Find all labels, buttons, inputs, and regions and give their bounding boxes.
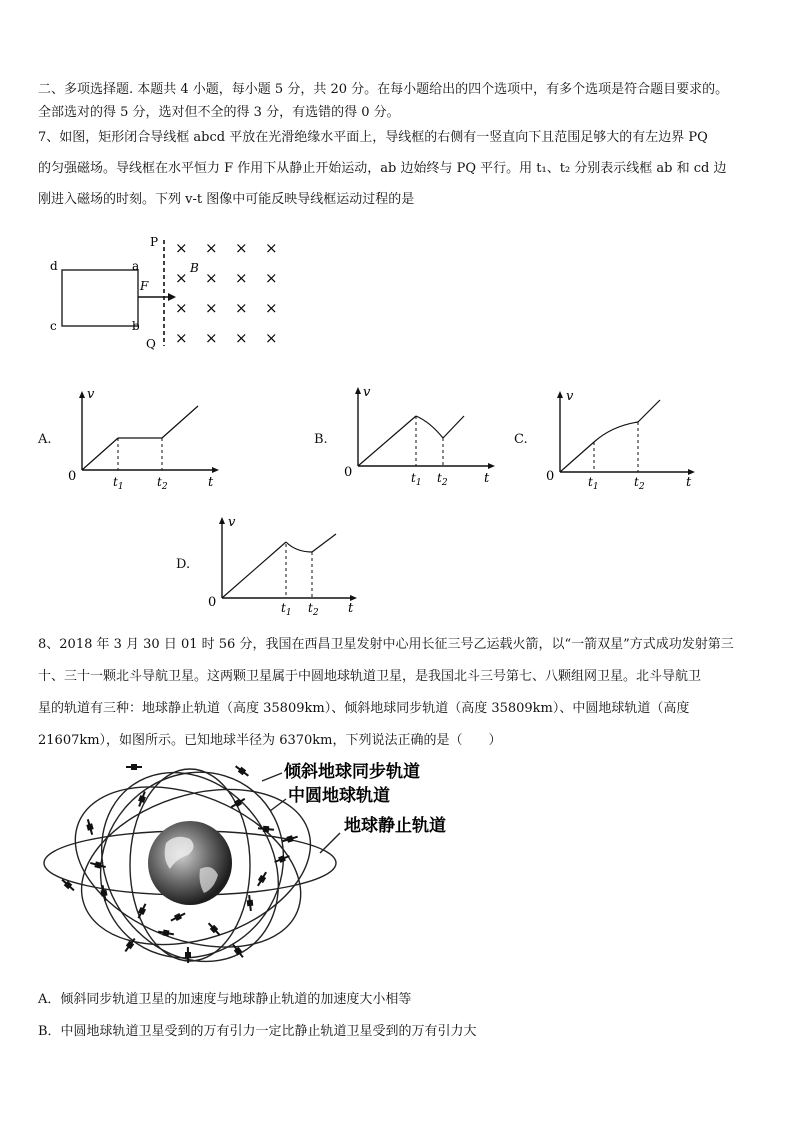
curve-segment [312,534,336,552]
corner-label-d: d [50,259,58,273]
magnetic-field-marks [175,239,278,347]
option-b-graph [338,382,508,492]
origin-label: 0 [344,465,353,480]
v-axis-arrow [79,391,85,398]
t2-tick-label: $t_2$ [634,475,645,492]
t-axis-label: t [686,475,692,490]
inclined-orbit-label: 倾斜地球同步轨道 [284,762,420,782]
label-pointer [262,773,282,781]
q7-text-line3: 刚进入磁场的时刻。下列 v-t 图像中可能反映导线框运动过程的是 [38,192,415,207]
field-cross-mark: × [175,329,188,347]
curve-segment [358,416,416,466]
v-axis-arrow [219,517,225,524]
label-pointer [270,799,286,811]
curve-segment [443,416,464,438]
field-cross-mark: × [175,269,188,287]
option-a-graph [62,382,232,492]
t-axis-arrow [212,467,219,473]
field-cross-mark: × [205,239,218,257]
q7-field-diagram-svg [40,230,300,360]
satellite-icon [170,911,187,924]
field-cross-mark: × [265,299,278,317]
t-axis-label: t [348,601,354,616]
orbit-figure-svg [38,755,468,970]
field-cross-mark: × [205,269,218,287]
v-axis-arrow [557,391,563,398]
option-c-graph-svg [534,384,704,494]
field-cross-mark: × [265,239,278,257]
force-label-F: F [140,279,149,293]
v-axis-label: v [228,515,236,530]
v-axis-label: v [87,387,95,402]
curve-segment [286,542,312,552]
field-cross-mark: × [235,329,248,347]
field-cross-mark: × [265,329,278,347]
option-c-graph [534,384,704,494]
t1-tick-label: $t_1$ [281,601,292,618]
earth-globe [148,821,232,905]
medium-orbit-label: 中圆地球轨道 [288,786,390,806]
q8-text-line4: 21607km），如图所示。已知地球半径为 6370km，下列说法正确的是（ ） [38,733,502,748]
curve-segment [638,400,660,422]
t1-tick-label: $t_1$ [411,471,422,488]
curve-segment [222,542,286,598]
option-a-graph-svg [62,382,232,492]
geostationary-orbit-label: 地球静止轨道 [344,816,446,836]
q8-text-line2: 十、三十一颗北斗导航卫星。这两颗卫星属于中圆地球轨道卫星，是我国北斗三号第七、八颗组网卫星。北斗导航卫 [38,669,702,684]
v-axis-label: v [363,385,371,400]
option-d-graph [202,510,372,620]
field-cross-mark: × [205,329,218,347]
q8-text-line1: 8、2018 年 3 月 30 日 01 时 56 分，我国在西昌卫星发射中心用长征三号乙运载火箭，以“一箭双星”方式成功发射第三 [38,637,734,652]
field-cross-mark: × [235,269,248,287]
satellite-icon [255,871,268,888]
label-pointer [320,833,340,853]
option-b-graph-svg [338,382,508,492]
t1-tick-label: $t_1$ [113,475,124,492]
wire-frame-abcd [62,270,138,326]
satellite-icon [60,877,76,892]
option-c-label: C. [514,432,528,447]
t2-tick-label: $t_2$ [308,601,319,618]
option-a-label: A. [38,432,52,447]
origin-label: 0 [68,469,77,484]
t2-tick-label: $t_2$ [157,475,168,492]
boundary-label-P: P [150,235,159,249]
corner-label-c: c [50,319,57,333]
curve-segment [82,438,118,470]
t1-tick-label: $t_1$ [588,475,599,492]
boundary-label-Q: Q [146,337,156,351]
satellite-icon [85,818,95,835]
curve-segment [162,406,198,438]
field-cross-mark: × [265,269,278,287]
q7-field-diagram [40,230,300,360]
origin-label: 0 [208,595,217,610]
corner-label-b: b [132,319,140,333]
section-heading-line1: 二、多项选择题. 本题共 4 小题，每小题 5 分，共 20 分。在每小题给出的四个选项中，有多个选项是符合题目要求的。 [38,82,729,97]
curve-segment [594,422,638,442]
t-axis-label: t [208,475,214,490]
corner-label-a: a [132,259,140,273]
satellite-icon [206,921,221,937]
field-cross-mark: × [205,299,218,317]
curve-segment [416,416,443,438]
option-b-label: B. [314,432,328,447]
orbit-figure [38,755,468,970]
section-heading-line2: 全部选对的得 5 分，选对但不全的得 3 分，有选错的得 0 分。 [38,105,400,120]
q8-option-a: A．倾斜同步轨道卫星的加速度与地球静止轨道的加速度大小相等 [38,992,412,1007]
satellite-icon [126,764,142,770]
q8-text-line3: 星的轨道有三种：地球静止轨道（高度 35809km）、倾斜地球同步轨道（高度 35809km）、中圆地球轨道（高度 [38,701,690,716]
field-cross-mark: × [235,299,248,317]
field-cross-mark: × [175,239,188,257]
t-axis-label: t [484,471,490,486]
curve-segment [560,442,594,472]
t-axis-arrow [488,463,495,469]
field-label-B: B [190,261,199,275]
q7-text-line2: 的匀强磁场。导线框在水平恒力 F 作用下从静止开始运动，ab 边始终与 PQ 平行。用 t₁、t₂ 分别表示线框 ab 和 cd 边 [38,161,727,176]
q7-text-line1: 7、如图，矩形闭合导线框 abcd 平放在光滑绝缘水平面上，导线框的右侧有一竖直向下且范围足够大的有左边界 PQ [38,130,708,145]
option-d-graph-svg [202,510,372,620]
origin-label: 0 [546,469,555,484]
option-d-label: D. [176,557,191,572]
t2-tick-label: $t_2$ [437,471,448,488]
v-axis-label: v [566,389,574,404]
v-axis-arrow [355,387,361,394]
field-cross-mark: × [235,239,248,257]
q8-option-b: B．中圆地球轨道卫星受到的万有引力一定比静止轨道卫星受到的万有引力大 [38,1024,477,1039]
field-cross-mark: × [175,299,188,317]
satellite-icon [234,764,250,778]
